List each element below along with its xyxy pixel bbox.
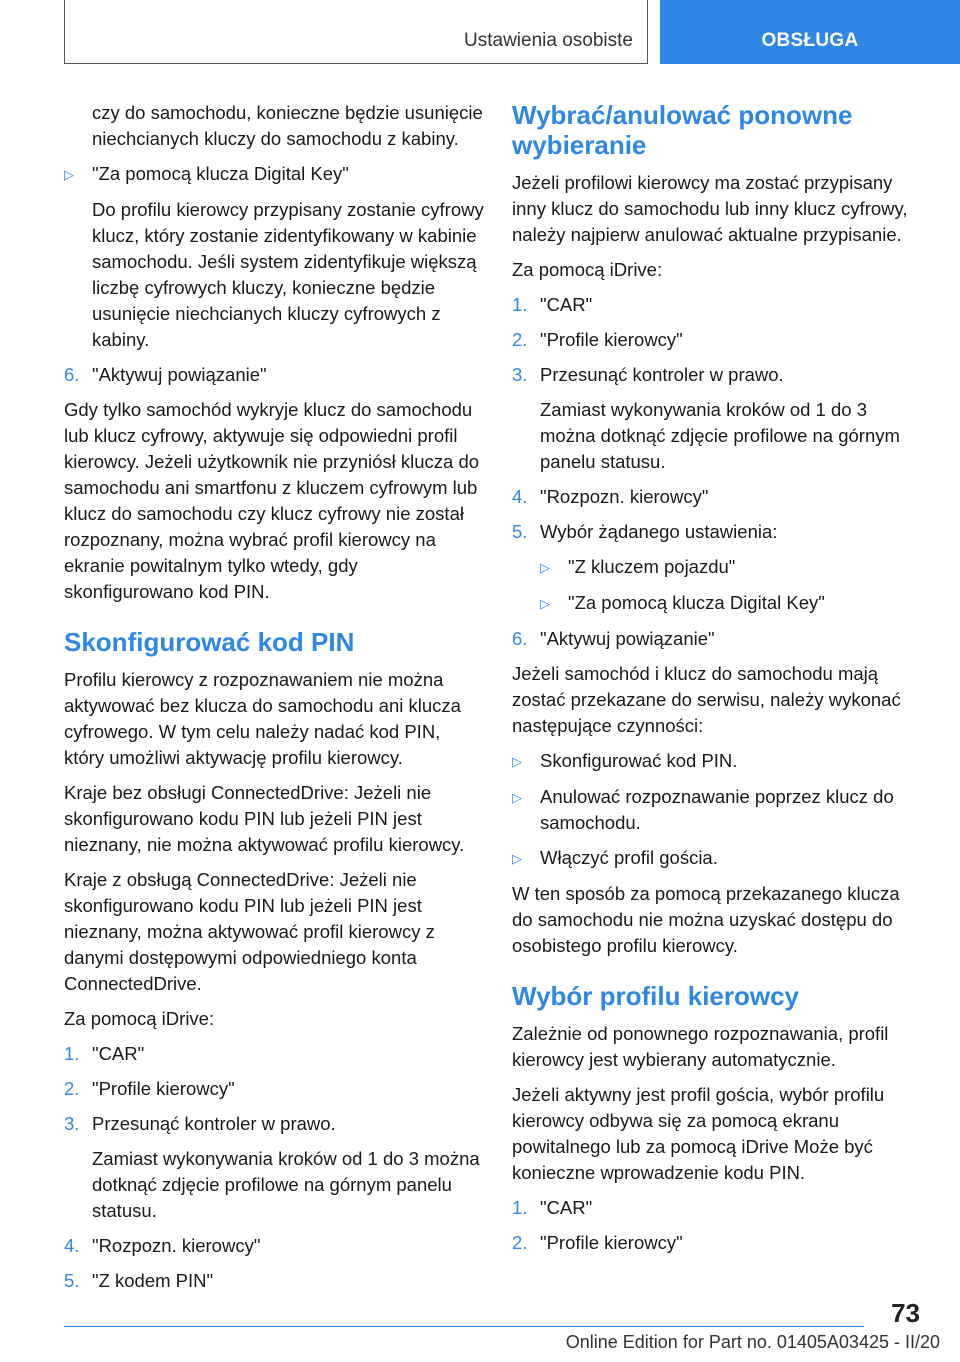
list-item (64, 161, 484, 188)
paragraph: Kraje z obsługą ConnectedDrive: Jeżeli nie skonfigurowano kodu PIN lub jeżeli PIN jest nieznany, można aktywować profil kierowcy z danymi dostępowymi odpowiedniego konta ConnectedDrive. (64, 869, 435, 994)
heading-pin: Skonfigurować kod PIN (64, 627, 355, 657)
step-number: 3. (64, 1113, 80, 1134)
chapter-tab[interactable] (660, 0, 960, 64)
chapter-tab-label: OBSŁUGA (761, 30, 859, 51)
paragraph: Jeżeli aktywny jest profil gościa, wybór profilu kierowcy odbywa się za pomocą ekranu powitalnego lub za pomocą iDrive Może być konieczne wprowadzenie kodu PIN. (512, 1084, 885, 1183)
list-item-text: "Za pomocą klucza Digital Key" (92, 163, 349, 184)
paragraph: Jeżeli samochód i klucz do samochodu mają zostać przekazane do serwisu, należy wykonać następujące czynności: (512, 663, 901, 736)
list-item-text: "Aktywuj powiązanie" (540, 628, 715, 649)
step-number: 2. (64, 1078, 80, 1099)
sub-list-item (512, 590, 922, 617)
list-item-text: Przesunąć kontroler w prawo. (540, 364, 784, 385)
sub-list-item (512, 554, 922, 581)
list-item (64, 1233, 484, 1259)
list-item (512, 1195, 922, 1221)
right-column (512, 100, 922, 1265)
triangle-bullet-icon: ▷ (512, 790, 522, 805)
list-item (512, 292, 922, 318)
list-item (64, 1268, 484, 1294)
list-item-text: Skonfigurować kod PIN. (540, 750, 738, 771)
step-number: 6. (64, 364, 80, 385)
step-number: 2. (512, 329, 528, 350)
paragraph: Kraje bez obsługi ConnectedDrive: Jeżeli nie skonfigurowano kodu PIN lub jeżeli PIN jest nieznany, nie można aktywować profilu kierowcy. (64, 782, 465, 855)
list-item-text: "Profile kierowcy" (540, 329, 683, 350)
list-item (512, 626, 922, 652)
footer-edition: Online Edition for Part no. 01405A03425 - II/20 (565, 1332, 940, 1352)
page-number: 73 (891, 1298, 920, 1328)
step-number: 1. (64, 1043, 80, 1064)
list-item-text: Wybór żądanego ustawienia: (540, 521, 778, 542)
list-item (512, 748, 922, 775)
list-item-text: "Rozpozn. kierowcy" (92, 1235, 261, 1256)
header-section-box (64, 0, 648, 64)
paragraph: Profilu kierowcy z rozpoznawaniem nie można aktywować bez klucza do samochodu ani klucza cyfrowego. W tym celu należy nadać kod PIN, który umożliwi aktywację profilu kierowcy. (64, 669, 461, 768)
list-item (64, 362, 484, 388)
list-item-text: "CAR" (540, 294, 593, 315)
list-item-text: "Rozpozn. kierowcy" (540, 486, 709, 507)
paragraph: Jeżeli profilowi kierowcy ma zostać przypisany inny klucz do samochodu lub inny klucz cyfrowy, należy najpierw anulować aktualne przypisanie. (512, 172, 908, 245)
list-item (512, 1230, 922, 1256)
paragraph: W ten sposób za pomocą przekazanego klucza do samochodu nie można uzyskać dostępu do osobistego profilu kierowcy. (512, 883, 900, 956)
list-item-text: "Profile kierowcy" (540, 1232, 683, 1253)
list-item-text: "Profile kierowcy" (92, 1078, 235, 1099)
list-item-text: "Za pomocą klucza Digital Key" (568, 592, 825, 613)
list-item-text: Włączyć profil gościa. (540, 847, 718, 868)
step-number: 2. (512, 1232, 528, 1253)
triangle-bullet-icon: ▷ (512, 851, 522, 866)
list-item (512, 327, 922, 353)
paragraph: Zamiast wykonywania kroków od 1 do 3 można dotknąć zdjęcie profilowe na górnym panelu statusu. (92, 1148, 480, 1221)
list-item-text: Anulować rozpoznawanie poprzez klucz do samochodu. (540, 786, 894, 833)
step-number: 1. (512, 294, 528, 315)
paragraph: Gdy tylko samochód wykryje klucz do samochodu lub klucz cyfrowy, aktywuje się odpowiedni profil kierowcy. Jeżeli użytkownik nie przyniósł klucza do samochodu ani smartfonu z kluczem cyfrowym lub klucz do samochodu czy klucz cyfrowy nie został rozpoznany, można wybrać profil kierowcy na ekranie powitalnym tylko wtedy, gdy skonfigurowano kod PIN. (64, 399, 480, 602)
list-item (512, 784, 922, 836)
paragraph: czy do samochodu, konieczne będzie usunięcie niechcianych kluczy do samochodu z kabiny. (92, 102, 483, 149)
list-item-text: "Z kodem PIN" (92, 1270, 214, 1291)
footer-divider (64, 1326, 864, 1327)
triangle-bullet-icon: ▷ (540, 560, 550, 575)
list-item (512, 484, 922, 510)
list-item (512, 845, 922, 872)
step-number: 4. (64, 1235, 80, 1256)
list-item-text: Przesunąć kontroler w prawo. (92, 1113, 336, 1134)
list-item (64, 1041, 484, 1067)
triangle-bullet-icon: ▷ (64, 167, 74, 182)
paragraph: Za pomocą iDrive: (512, 259, 663, 280)
section-title: Ustawienia osobiste (464, 30, 633, 51)
paragraph: Zamiast wykonywania kroków od 1 do 3 można dotknąć zdjęcie profilowe na górnym panelu statusu. (540, 399, 900, 472)
step-number: 6. (512, 628, 528, 649)
heading-reselect: Wybrać/anulować ponowne wybieranie (512, 100, 853, 160)
step-number: 3. (512, 364, 528, 385)
step-number: 1. (512, 1197, 528, 1218)
list-item-text: "CAR" (540, 1197, 593, 1218)
list-item-text: "Z kluczem pojazdu" (568, 556, 736, 577)
left-column (64, 100, 484, 1303)
step-number: 5. (512, 521, 528, 542)
paragraph: Zależnie od ponownego rozpoznawania, profil kierowcy jest wybierany automatycznie. (512, 1023, 889, 1070)
list-item (512, 362, 922, 388)
paragraph: Do profilu kierowcy przypisany zostanie cyfrowy klucz, który zostanie zidentyfikowany w kabinie samochodu. Jeśli system zidentyfikuje większą liczbę cyfrowych kluczy, konieczne będzie usunięcie niechcianych kluczy cyfrowych z kabiny. (92, 199, 484, 350)
list-item (64, 1111, 484, 1137)
paragraph: Za pomocą iDrive: (64, 1008, 215, 1029)
list-item (64, 1076, 484, 1102)
step-number: 4. (512, 486, 528, 507)
triangle-bullet-icon: ▷ (512, 754, 522, 769)
list-item (512, 519, 922, 545)
triangle-bullet-icon: ▷ (540, 596, 550, 611)
step-number: 5. (64, 1270, 80, 1291)
list-item-text: "CAR" (92, 1043, 145, 1064)
heading-select-profile: Wybór profilu kierowcy (512, 981, 800, 1011)
list-item-text: "Aktywuj powiązanie" (92, 364, 267, 385)
